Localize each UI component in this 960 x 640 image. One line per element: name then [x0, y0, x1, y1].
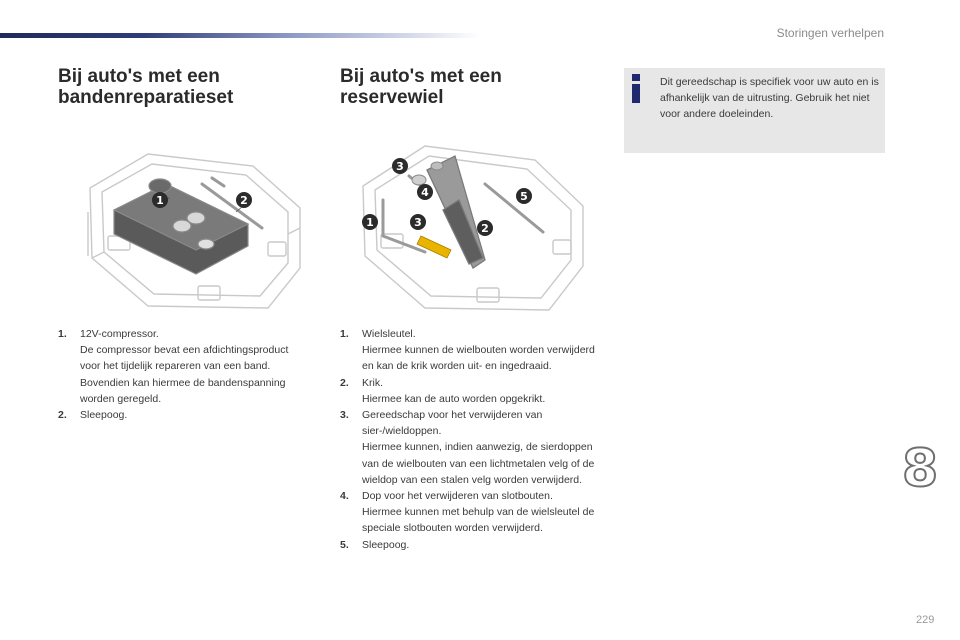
svg-text:5: 5 — [520, 190, 528, 203]
callout-3-top — [392, 158, 408, 174]
info-text: Dit gereedschap is specifiek voor uw auto en is afhankelijk van de uitrusting. Gebruik het niet voor andere doeleinden. — [660, 76, 879, 120]
repair-kit-illustration — [78, 148, 308, 318]
info-icon — [632, 74, 640, 103]
list-item: 2. Krik. Hiermee kan de auto worden opgekrikt. — [340, 376, 546, 405]
svg-text:1: 1 — [366, 216, 374, 229]
info-box — [624, 68, 885, 153]
repair-kit-list — [58, 326, 308, 423]
heading-repair-kit: Bij auto's met een bandenreparatieset — [58, 66, 234, 108]
list-item: 2. Sleepoog. — [58, 409, 128, 422]
callout-1 — [152, 192, 168, 208]
callout-5 — [516, 188, 532, 204]
callout-1 — [362, 214, 378, 230]
svg-text:3: 3 — [396, 160, 404, 173]
list-item: 5. Sleepoog. — [340, 538, 410, 551]
callout-4 — [417, 184, 433, 200]
list-item: 4. Dop voor het verwijderen van slotbouten. Hiermee kunnen met behulp van de wielsleutel de speciale slotbouten worden verwijderd. — [340, 490, 595, 535]
callout-2 — [477, 220, 493, 236]
callout-3-bottom — [410, 214, 426, 230]
list-item: 1. 12V-compressor. De compressor bevat een afdichtingsproduct voor het tijdelijk repareren van een band. Bovendien kan hiermee de bandenspanning worden geregeld. — [58, 328, 289, 405]
svg-text:1: 1 — [156, 194, 164, 207]
header-gradient-bar — [0, 33, 480, 38]
heading-spare-wheel: Bij auto's met een reservewiel — [340, 66, 502, 108]
svg-text:2: 2 — [481, 222, 489, 235]
svg-text:2: 2 — [240, 194, 248, 207]
list-item: 1. Wielsleutel. Hiermee kunnen de wielbouten worden verwijderd en kan de krik worden uit- en ingedraaid. — [340, 328, 595, 373]
svg-text:4: 4 — [421, 186, 429, 199]
chapter-number: 8 — [902, 439, 939, 499]
spare-wheel-tools-illustration — [355, 140, 590, 320]
callout-2 — [236, 192, 252, 208]
page-number: 229 — [916, 614, 935, 626]
spare-wheel-tools-list — [340, 326, 600, 553]
svg-text:3: 3 — [414, 216, 422, 229]
section-title: Storingen verhelpen — [776, 26, 884, 40]
list-item: 3. Gereedschap voor het verwijderen van sier-/wieldoppen. Hiermee kunnen, indien aanwezig, de sierdoppen van de wielbouten van een lichtmetalen velg of de wieldop van een stalen velg worden verwijderd. — [340, 409, 595, 486]
